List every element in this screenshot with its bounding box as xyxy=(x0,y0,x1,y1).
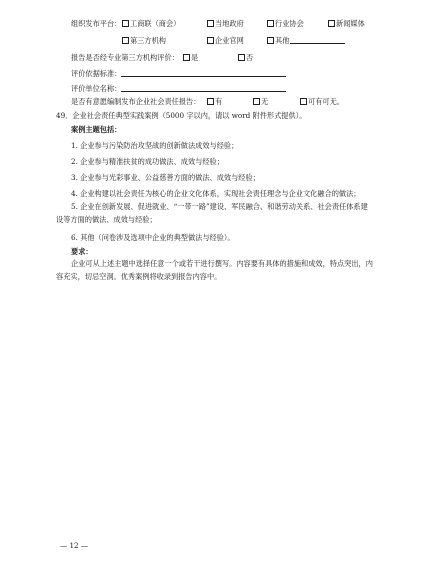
option-company-website[interactable]: 企业官网 xyxy=(207,36,244,45)
topic-item: 1. 企业参与污染防治攻坚战的创新做法成效与经验； xyxy=(71,141,239,150)
basis-fill-line[interactable] xyxy=(121,69,286,77)
option-review-no[interactable]: 否 xyxy=(238,53,253,62)
topic-item: 3. 企业参与光彩事业、公益慈善方面的做法、成效与经验； xyxy=(71,173,260,182)
checkbox-icon[interactable] xyxy=(253,98,260,105)
checkbox-icon[interactable] xyxy=(267,20,274,27)
checkbox-icon[interactable] xyxy=(207,37,214,44)
option-third-party[interactable]: 第三方机构 xyxy=(122,36,166,45)
option-chamber-of-commerce[interactable]: 工商联（商会） xyxy=(122,19,180,28)
question-49-title: 49．企业社会责任典型实践案例（5000 字以内，请以 word 附件形式提供）。 xyxy=(56,111,307,120)
option-willing-either[interactable]: 可有可无。 xyxy=(300,97,344,106)
option-industry-association[interactable]: 行业协会 xyxy=(267,19,304,28)
review-question: 报告是否经专业第三方机构评价： xyxy=(71,53,179,62)
topic-item: 4. 企业构建以社会责任为核心的企业文化体系，实现社会责任理念与企业文化融合的做法； xyxy=(71,189,361,198)
willing-question: 是否有意愿编制发布企业社会责任报告： xyxy=(71,97,201,106)
option-local-government[interactable]: 当地政府 xyxy=(207,19,244,28)
option-willing-no[interactable]: 无 xyxy=(253,97,268,106)
platform-label: 组织发布平台： xyxy=(71,19,122,28)
unit-fill-line[interactable] xyxy=(121,84,286,92)
checkbox-icon[interactable] xyxy=(207,20,214,27)
checkbox-icon[interactable] xyxy=(238,54,245,61)
requirements-text: 企业可从上述主题中选择任意一个或若干进行撰写。内容要有具体的措施和成效，特点突出，内容充实，切忌空洞。优秀案例将收录到报告内容中。 xyxy=(56,259,373,281)
option-willing-yes[interactable]: 有 xyxy=(207,97,222,106)
page-number: — 12 — xyxy=(60,541,89,550)
topic-item: 5. 企业在创新发展、促进就业、“一带一路”建设、军民融合、和谐劳动关系、社会责任体系建设等方面的做法、成效与经验； xyxy=(56,202,368,224)
checkbox-icon[interactable] xyxy=(207,98,214,105)
checkbox-icon[interactable] xyxy=(122,37,129,44)
option-other[interactable]: 其他 xyxy=(267,36,345,45)
checkbox-icon[interactable] xyxy=(122,20,129,27)
unit-label: 评价单位名称： xyxy=(71,84,122,93)
checkbox-icon[interactable] xyxy=(328,20,335,27)
requirements-heading: 要求： xyxy=(71,247,93,256)
checkbox-icon[interactable] xyxy=(300,98,307,105)
topic-item: 6. 其他（问卷涉及选项中企业的典型做法与经验）。 xyxy=(71,233,235,242)
option-news-media[interactable]: 新闻媒体 xyxy=(328,19,365,28)
other-fill-line[interactable] xyxy=(290,36,345,44)
topics-heading: 案例主题包括： xyxy=(71,125,122,134)
basis-label: 评价依据标准： xyxy=(71,69,122,78)
option-review-yes[interactable]: 是 xyxy=(183,53,198,62)
checkbox-icon[interactable] xyxy=(183,54,190,61)
topic-item: 2. 企业参与精准扶贫的成功做法、成效与经验； xyxy=(71,157,224,166)
checkbox-icon[interactable] xyxy=(267,37,274,44)
